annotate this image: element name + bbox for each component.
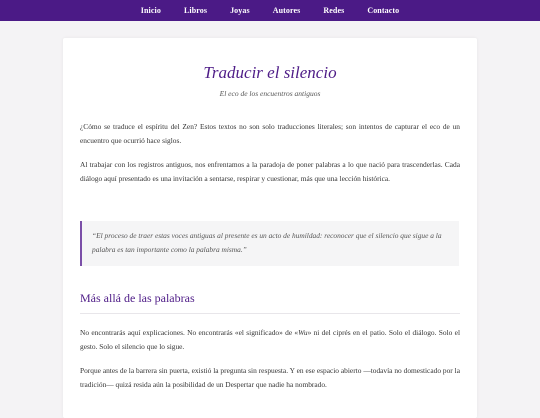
nav-autores[interactable]: Autores [272, 6, 301, 15]
section-heading: Más allá de las palabras [80, 291, 195, 305]
nav-libros[interactable]: Libros [183, 6, 208, 15]
pull-quote: “El proceso de traer estas voces antiguas al presente es un acto de humildad: reconocer que el silencio que sigue a la palabra es tan importante como la palabra misma.” [80, 221, 459, 266]
page-subtitle: El eco de los encuentros antiguos [219, 89, 321, 98]
page-title: Traducir el silencio [203, 63, 337, 82]
nav-joyas[interactable]: Joyas [230, 6, 250, 15]
section-divider [80, 313, 460, 314]
context-paragraph: Al trabajar con los registros antiguos, nos enfrentamos a la paradoja de poner palabras a lo que nació para trascenderlas. Cada diálogo aquí presentado es una invitación a sentarse, respirar y cuestionar, más que una lección histórica. [80, 160, 460, 183]
nav-inicio[interactable]: Inicio [140, 6, 161, 15]
section-paragraph-2: Porque antes de la barrera sin puerta, existió la pregunta sin respuesta. Y en ese espacio abierto —todavía no domesticado por la tradición— quizá resida aún la posibilidad de un Despertar que nadie ha nombrado. [80, 366, 460, 389]
nav-contacto[interactable]: Contacto [367, 6, 400, 15]
intro-paragraph: ¿Cómo se traduce el espíritu del Zen? Estos textos no son solo traducciones literales; son intentos de capturar el eco de un encuentro que ocurrió hace siglos. [80, 122, 460, 145]
section-paragraph-1: No encontrarás aquí explicaciones. No encontrarás «el significado» de «Wu» ni del ciprés en el patio. Solo el diálogo. Solo el gesto. Solo el silencio que lo sigue. [80, 328, 461, 351]
nav-redes[interactable]: Redes [323, 6, 345, 15]
top-navigation [0, 0, 540, 21]
